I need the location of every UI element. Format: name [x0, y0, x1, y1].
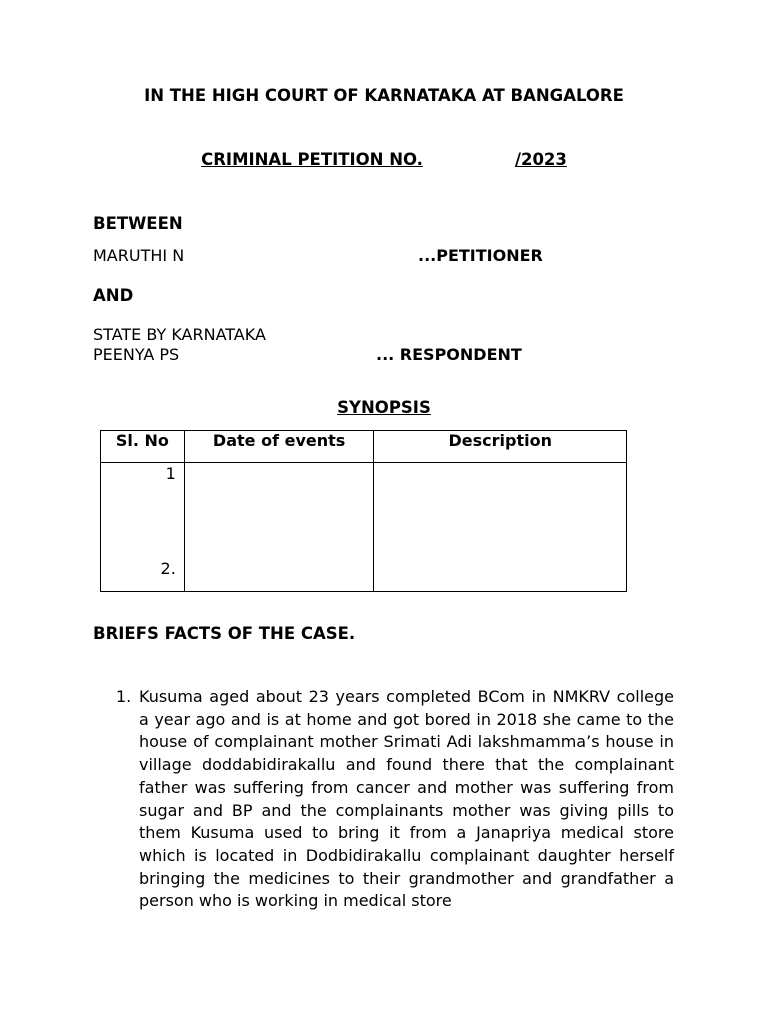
court-title: IN THE HIGH COURT OF KARNATAKA AT BANGALORE — [144, 86, 624, 105]
respondent-role: ... RESPONDENT — [376, 345, 522, 364]
column-header-description: Description — [374, 431, 627, 463]
facts-heading: BRIEFS FACTS OF THE CASE. — [93, 624, 356, 643]
petition-number-heading — [0, 150, 768, 169]
date-cell — [184, 463, 374, 592]
petitioner-role: ...PETITIONER — [418, 246, 543, 265]
petition-year: /2023 — [514, 150, 567, 169]
sl-no-1: 1 — [165, 464, 176, 483]
column-header-sl-no: Sl. No — [101, 431, 185, 463]
sl-no-2: 2. — [160, 559, 176, 578]
fact-number: 1. — [116, 687, 132, 706]
synopsis-table — [100, 430, 627, 592]
petitioner-name: MARUTHI N — [93, 246, 185, 265]
table-header-row — [101, 431, 627, 463]
petition-prefix: CRIMINAL PETITION NO. — [201, 150, 423, 169]
sl-no-cell — [101, 463, 185, 592]
between-label: BETWEEN — [93, 214, 183, 233]
column-header-date: Date of events — [184, 431, 374, 463]
synopsis-title: SYNOPSIS — [337, 398, 431, 417]
description-cell — [374, 463, 627, 592]
fact-paragraph: Kusuma aged about 23 years completed BCom in NMKRV college a year ago and is at home and got bored in 2018 she came to the house of complainant mother Srimati Adi lakshmamma’s house in village doddabidirakallu and found there that the complainant father was suffering from cancer and mother was suffering from sugar and BP and the complainants mother was giving pills to them Kusuma used to bring it from a Janapriya medical store which is located in Dodbidirakallu complainant daughter herself bringing the medicines to their grandmother and grandfather a person who is working in medical store — [139, 687, 674, 911]
respondent-line-1: STATE BY KARNATAKA — [93, 325, 266, 344]
respondent-line-2: PEENYA PS — [93, 345, 180, 364]
table-row — [101, 463, 627, 592]
and-label: AND — [93, 286, 134, 305]
